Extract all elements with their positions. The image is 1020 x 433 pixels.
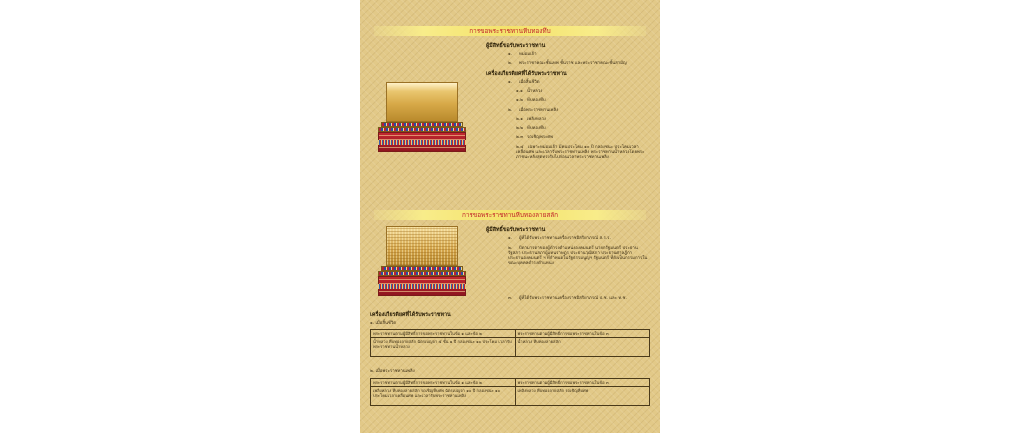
table-header-row xyxy=(371,379,650,387)
section1-items-heading: เครื่องเกียรติยศที่ได้รับพระราชทาน xyxy=(486,71,567,77)
table-cell: น้ำหลวง หีบทองลายสลัก xyxy=(515,338,650,357)
table-row xyxy=(371,387,650,406)
section2-sub1-label: ๑. เมื่อสิ้นชีวิต xyxy=(370,321,397,326)
gold-urn-engraved-image xyxy=(378,226,466,298)
table-cell: เพลิงหลวง หีบทองลายสลัก รถเชิญหีบศพ ฉัตรเบญจา ๑๐ ปี กลองชนะ ๑๐ ประโคมเวลาเคลื่อนศพ และเวลารับพระราชทานเพลิง xyxy=(371,387,516,406)
section1-item: ๒.๒ หีบทองทึบ xyxy=(516,126,546,131)
section1-eligible-heading: ผู้มีสิทธิ์ขอรับพระราชทาน xyxy=(486,43,546,49)
document-page xyxy=(360,0,660,433)
table-header-cell: พระราชทานตามผู้มีสิทธิ์การขอพระราชทานในข้อ ๑ และข้อ ๒ xyxy=(371,379,516,387)
section2-eligible-item: ๒. บิดามารดาของผู้ดำรงตำแหน่งองคมนตรี นายกรัฐมนตรี ประธานรัฐสภา ประธานสภาผู้แทนราษฎร ประธานวุฒิสภา ประธานศาลฎีกา ประธานองคมนตรี ฯ ที่กำหนดในรัฐธรรมนูญฯ รัฐมนตรี ที่ยังเป็นกรรมการในขณะบุคคลดำรงตำแหน่ง xyxy=(508,246,648,266)
section1-item: ๒.๔ เฉพาะหม่อมเจ้า มีคนประโคม ๑๐ ปี กลองชนะ ประโคมเวลาเคลื่อนศพ และเวลารับพระราชทานเพลิง พระราชทานน้ำหลวงโดยพระภาชนะหลังสุดทรงรับไปก่อนเวลาพระราชทานเพลิง xyxy=(516,145,645,160)
table-header-cell: พระราชทานตามผู้มีสิทธิ์การขอพระราชทานในข้อ ๓ xyxy=(515,379,650,387)
section1-item: ๑.๒ หีบทองทึบ xyxy=(516,98,546,103)
table-row xyxy=(371,338,650,357)
table-header-cell: พระราชทานตามผู้มีสิทธิ์การขอพระราชทานในข้อ ๓ xyxy=(515,330,650,338)
gold-urn-plain-image xyxy=(378,82,466,154)
section2-eligible-item: ๑. ผู้ที่ได้รับพระราชทานเครื่องราชอิสริยาภรณ์ ส.ร.ร. xyxy=(508,236,611,241)
urn-strip xyxy=(378,140,466,145)
table-cell: เพลิงหลวง หีบทองลายสลัก รถเชิญหีบศพ xyxy=(515,387,650,406)
table-header-cell: พระราชทานตามผู้มีสิทธิ์การขอพระราชทานในข้อ ๑ และข้อ ๒ xyxy=(371,330,516,338)
urn-lid xyxy=(386,226,458,266)
section1-banner xyxy=(374,26,646,36)
section1-item: ๑. เมื่อสิ้นชีวิต xyxy=(508,80,540,85)
section1-item: ๒. เมื่อพระราชทานเพลิง xyxy=(508,108,559,113)
section1-title: การขอพระราชทานหีบทองทึบ xyxy=(469,27,551,35)
section1-eligible-item: ๑. หม่อมเจ้า xyxy=(508,52,537,57)
section2-items-heading: เครื่องเกียรติยศที่ได้รับพระราชทาน xyxy=(370,312,451,318)
urn-lid xyxy=(386,82,458,122)
section1-item: ๑.๑ น้ำหลวง xyxy=(516,89,543,94)
section2-title: การขอพระราชทานหีบทองลายสลัก xyxy=(461,211,559,219)
urn-strip xyxy=(378,284,466,289)
section2-eligible-item: ๓. ผู้ที่ได้รับพระราชทานเครื่องราชอิสริยาภรณ์ ป.ช. และ ท.ช. xyxy=(508,296,627,301)
table-on-death xyxy=(370,329,650,357)
table-cell: น้ำหลวง หีบทองลายสลัก ฉัตรเบญจา ๕ ชั้น ๑ ปี กลองชนะ ๑๐ ประโคม เวลารับพระราชทานน้ำหลวง xyxy=(371,338,516,357)
section2-banner xyxy=(374,210,646,220)
section2-eligible-heading: ผู้มีสิทธิ์ขอรับพระราชทาน xyxy=(486,227,546,233)
section1-item: ๒.๑ เพลิงหลวง xyxy=(516,117,547,122)
section1-eligible-item: ๒. พระราชาคณะชั้นเทพ ชั้นราช และพระราชาคณะชั้นสามัญ xyxy=(508,61,627,66)
table-on-cremation xyxy=(370,378,650,406)
table-header-row xyxy=(371,330,650,338)
section1-item: ๒.๓ รถเชิญพระศพ xyxy=(516,135,553,140)
section2-sub2-label: ๒. เมื่อพระราชทานเพลิง xyxy=(370,369,415,374)
